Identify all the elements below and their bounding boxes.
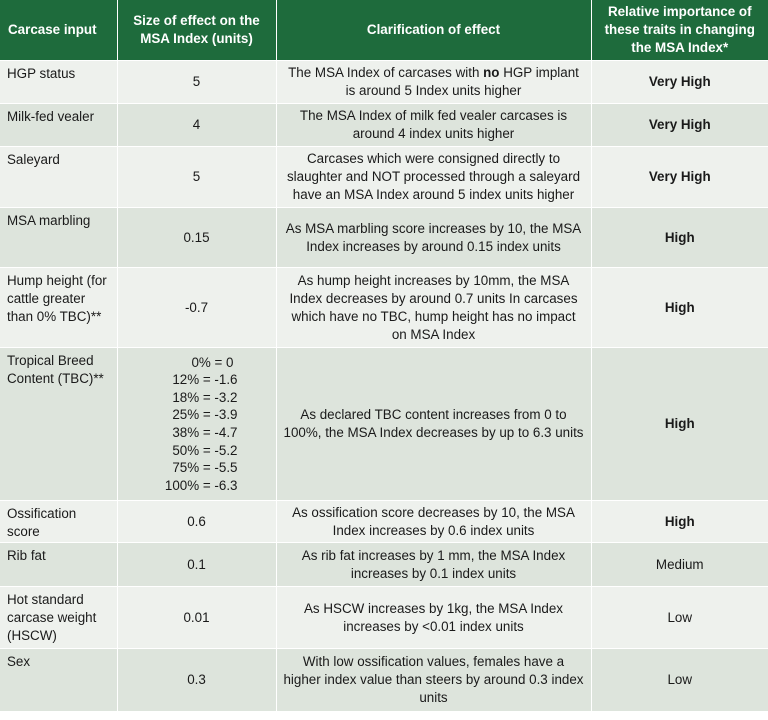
- row-clarification: The MSA Index of milk fed vealer carcases is around 4 index units higher: [276, 104, 591, 147]
- tbc-value: 38% = -4.7: [172, 425, 238, 440]
- row-clarification: With low ossification values, females have a higher index value than steers by around 0.3 index units: [276, 649, 591, 711]
- row-input: Saleyard: [0, 147, 117, 208]
- table-row-rib-fat: [0, 543, 768, 587]
- row-clarification: As ossification score decreases by 10, the MSA Index increases by 0.6 index units: [276, 501, 591, 543]
- row-importance: Very High: [591, 61, 768, 104]
- header-row: [0, 0, 768, 61]
- row-size: 0.15: [117, 208, 276, 268]
- tbc-value: 25% = -3.9: [172, 407, 238, 423]
- header-carcase-input: Carcase input: [0, 0, 117, 61]
- row-input: Hump height (for cattle greater than 0% TBC)**: [0, 268, 117, 348]
- emphasis-no: no: [483, 65, 500, 80]
- row-size: -0.7: [117, 268, 276, 348]
- table-row-tropical-breed-content: [0, 348, 768, 501]
- tbc-value: 18% = -3.2: [172, 389, 238, 405]
- header-clarification: Clarification of effect: [276, 0, 591, 61]
- row-size: 4: [117, 104, 276, 147]
- table-row-hump-height: [0, 268, 768, 348]
- row-input: Ossification score: [0, 501, 117, 543]
- row-clarification: As MSA marbling score increases by 10, the MSA Index increases by around 0.15 index units: [276, 208, 591, 268]
- table-row-ossification-score: [0, 501, 768, 543]
- header-size-of-effect: Size of effect on the MSA Index (units): [117, 0, 276, 61]
- row-input: HGP status: [0, 61, 117, 104]
- row-input: MSA marbling: [0, 208, 117, 268]
- row-clarification: As declared TBC content increases from 0 to 100%, the MSA Index decreases by up to 6.3 units: [276, 348, 591, 501]
- row-size: 0.6: [117, 501, 276, 543]
- tbc-value: 75% = -5.5: [172, 460, 238, 476]
- row-size: 0.01: [117, 587, 276, 649]
- row-importance: High: [591, 208, 768, 268]
- row-importance: High: [591, 268, 768, 348]
- row-clarification: Carcases which were consigned directly to slaughter and NOT processed through a saleyard have an MSA Index around 5 index units higher: [276, 147, 591, 208]
- row-size: 0.3: [117, 649, 276, 711]
- table-row-sex: [0, 649, 768, 711]
- table-row-hgp-status: [0, 61, 768, 104]
- tbc-value: 100% = -6.3: [164, 477, 238, 493]
- row-importance: Very High: [591, 147, 768, 208]
- row-importance: Medium: [591, 543, 768, 587]
- row-size: 5: [117, 147, 276, 208]
- tbc-value: 0% = 0: [191, 354, 234, 370]
- row-importance: Low: [591, 587, 768, 649]
- row-importance: High: [591, 501, 768, 543]
- row-size-tbc-values: [117, 348, 276, 501]
- row-input: Hot standard carcase weight (HSCW): [0, 587, 117, 649]
- header-relative-importance: Relative importance of these traits in changing the MSA Index*: [591, 0, 768, 61]
- table-row-saleyard: [0, 147, 768, 208]
- table-row-hscw: [0, 587, 768, 649]
- row-input: Sex: [0, 649, 117, 711]
- row-clarification: The MSA Index of carcases with no HGP implant is around 5 Index units higher: [276, 61, 591, 104]
- row-clarification: As rib fat increases by 1 mm, the MSA Index increases by 0.1 index units: [276, 543, 591, 587]
- row-importance: Very High: [591, 104, 768, 147]
- row-input: Rib fat: [0, 543, 117, 587]
- row-size: 5: [117, 61, 276, 104]
- tbc-value: 50% = -5.2: [172, 442, 238, 458]
- row-clarification: As hump height increases by 10mm, the MSA Index decreases by around 0.7 units In carcases which have no TBC, hump height has no impact on MSA Index: [276, 268, 591, 348]
- tbc-value: 12% = -1.6: [172, 372, 238, 388]
- row-input: Tropical Breed Content (TBC)**: [0, 348, 117, 501]
- table-row-milk-fed-vealer: [0, 104, 768, 147]
- row-clarification: As HSCW increases by 1kg, the MSA Index increases by <0.01 index units: [276, 587, 591, 649]
- row-importance: High: [591, 348, 768, 501]
- table-row-msa-marbling: [0, 208, 768, 268]
- row-input: Milk-fed vealer: [0, 104, 117, 147]
- row-size: 0.1: [117, 543, 276, 587]
- row-importance: Low: [591, 649, 768, 711]
